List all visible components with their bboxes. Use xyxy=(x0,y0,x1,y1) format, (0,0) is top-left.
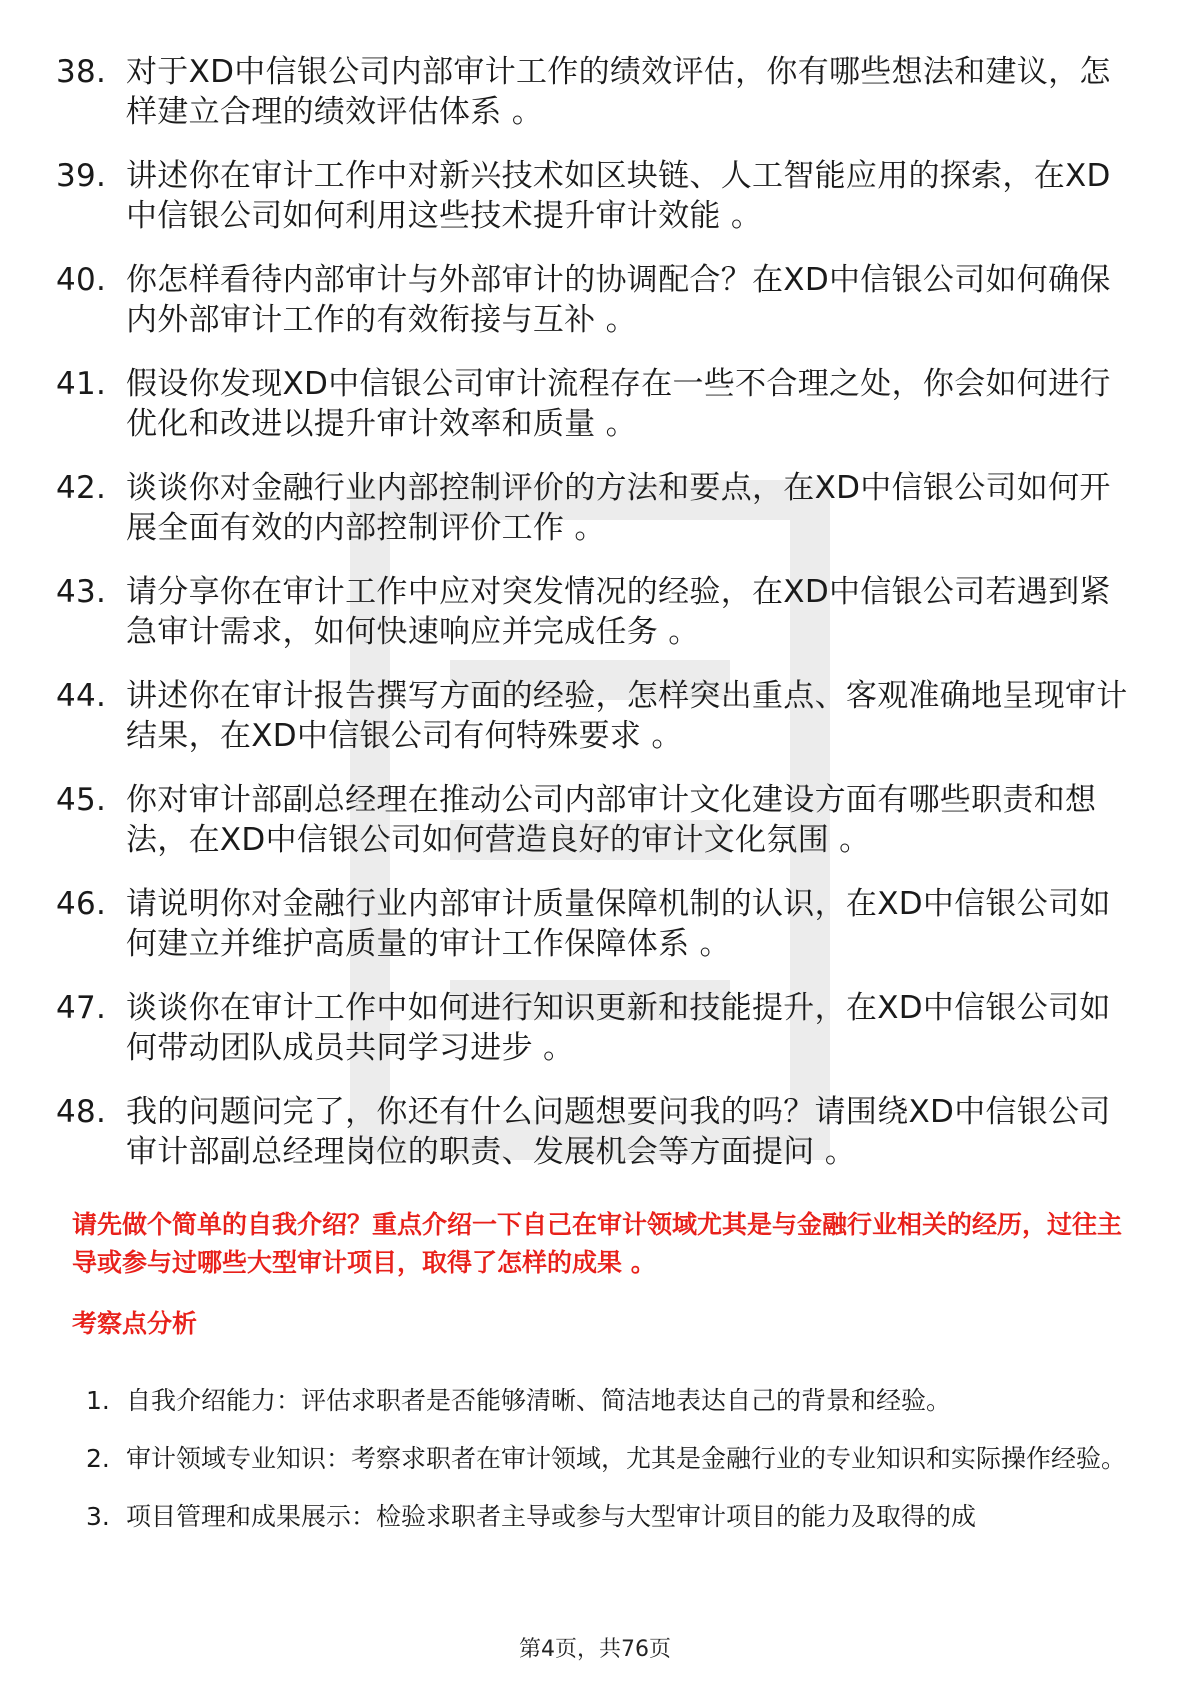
analysis-number: 2. xyxy=(86,1444,110,1473)
question-text: 对于XD中信银公司内部审计工作的绩效评估，你有哪些想法和建议，怎样建立合理的绩效评估体系 。 xyxy=(126,54,1111,130)
page-footer: 第4页，共76页 xyxy=(519,1637,671,1662)
question-number: 45. xyxy=(56,782,107,818)
section-title: 考察点分析 xyxy=(72,1309,198,1338)
analysis-item xyxy=(86,1433,1126,1485)
question-item xyxy=(56,260,1136,364)
question-item xyxy=(56,156,1136,260)
question-number: 39. xyxy=(56,158,107,194)
question-number: 42. xyxy=(56,470,107,506)
question-number: 38. xyxy=(56,54,107,90)
question-item xyxy=(56,988,1136,1092)
question-item xyxy=(56,468,1136,572)
question-text: 请分享你在审计工作中应对突发情况的经验，在XD中信银公司若遇到紧急审计需求，如何快速响应并完成任务 。 xyxy=(126,574,1111,650)
analysis-text: 审计领域专业知识：考察求职者在审计领域，尤其是金融行业的专业知识和实际操作经验。 xyxy=(126,1444,1127,1473)
question-number: 47. xyxy=(56,990,107,1026)
analysis-number: 3. xyxy=(86,1502,110,1531)
question-text: 你对审计部副总经理在推动公司内部审计文化建设方面有哪些职责和想法，在XD中信银公司如何营造良好的审计文化氛围 。 xyxy=(126,782,1097,858)
question-number: 46. xyxy=(56,886,107,922)
analysis-text: 自我介绍能力：评估求职者是否能够清晰、简洁地表达自己的背景和经验。 xyxy=(126,1386,952,1415)
question-text: 你怎样看待内部审计与外部审计的协调配合？在XD中信银公司如何确保内外部审计工作的有效衔接与互补 。 xyxy=(126,262,1111,338)
analysis-item xyxy=(86,1375,1126,1427)
question-text: 假设你发现XD中信银公司审计流程存在一些不合理之处，你会如何进行优化和改进以提升审计效率和质量 。 xyxy=(126,366,1111,442)
analysis-item xyxy=(86,1491,1126,1543)
question-text: 讲述你在审计报告撰写方面的经验，怎样突出重点、客观准确地呈现审计结果，在XD中信银公司有何特殊要求 。 xyxy=(126,678,1128,754)
question-item xyxy=(56,884,1136,988)
question-number: 43. xyxy=(56,574,107,610)
question-list xyxy=(56,52,1136,1196)
question-item xyxy=(56,676,1136,780)
question-text: 请说明你对金融行业内部审计质量保障机制的认识，在XD中信银公司如何建立并维护高质量的审计工作保障体系 。 xyxy=(126,886,1111,962)
question-number: 41. xyxy=(56,366,107,402)
question-item xyxy=(56,52,1136,156)
highlighted-question: 请先做个简单的自我介绍？重点介绍一下自己在审计领域尤其是与金融行业相关的经历，过往主导或参与过哪些大型审计项目，取得了怎样的成果 。 xyxy=(72,1210,1123,1277)
analysis-list xyxy=(86,1375,1126,1549)
question-text: 谈谈你对金融行业内部控制评价的方法和要点，在XD中信银公司如何开展全面有效的内部控制评价工作 。 xyxy=(126,470,1111,546)
question-item xyxy=(56,1092,1136,1196)
analysis-number: 1. xyxy=(86,1386,110,1415)
question-item xyxy=(56,364,1136,468)
question-number: 40. xyxy=(56,262,107,298)
analysis-text: 项目管理和成果展示：检验求职者主导或参与大型审计项目的能力及取得的成 xyxy=(126,1502,977,1531)
question-number: 44. xyxy=(56,678,107,714)
question-text: 我的问题问完了，你还有什么问题想要问我的吗？请围绕XD中信银公司审计部副总经理岗位的职责、发展机会等方面提问 。 xyxy=(126,1094,1111,1170)
question-item xyxy=(56,572,1136,676)
question-item xyxy=(56,780,1136,884)
question-text: 谈谈你在审计工作中如何进行知识更新和技能提升，在XD中信银公司如何带动团队成员共同学习进步 。 xyxy=(126,990,1111,1066)
question-text: 讲述你在审计工作中对新兴技术如区块链、人工智能应用的探索，在XD中信银公司如何利用这些技术提升审计效能 。 xyxy=(126,158,1111,234)
question-number: 48. xyxy=(56,1094,107,1130)
